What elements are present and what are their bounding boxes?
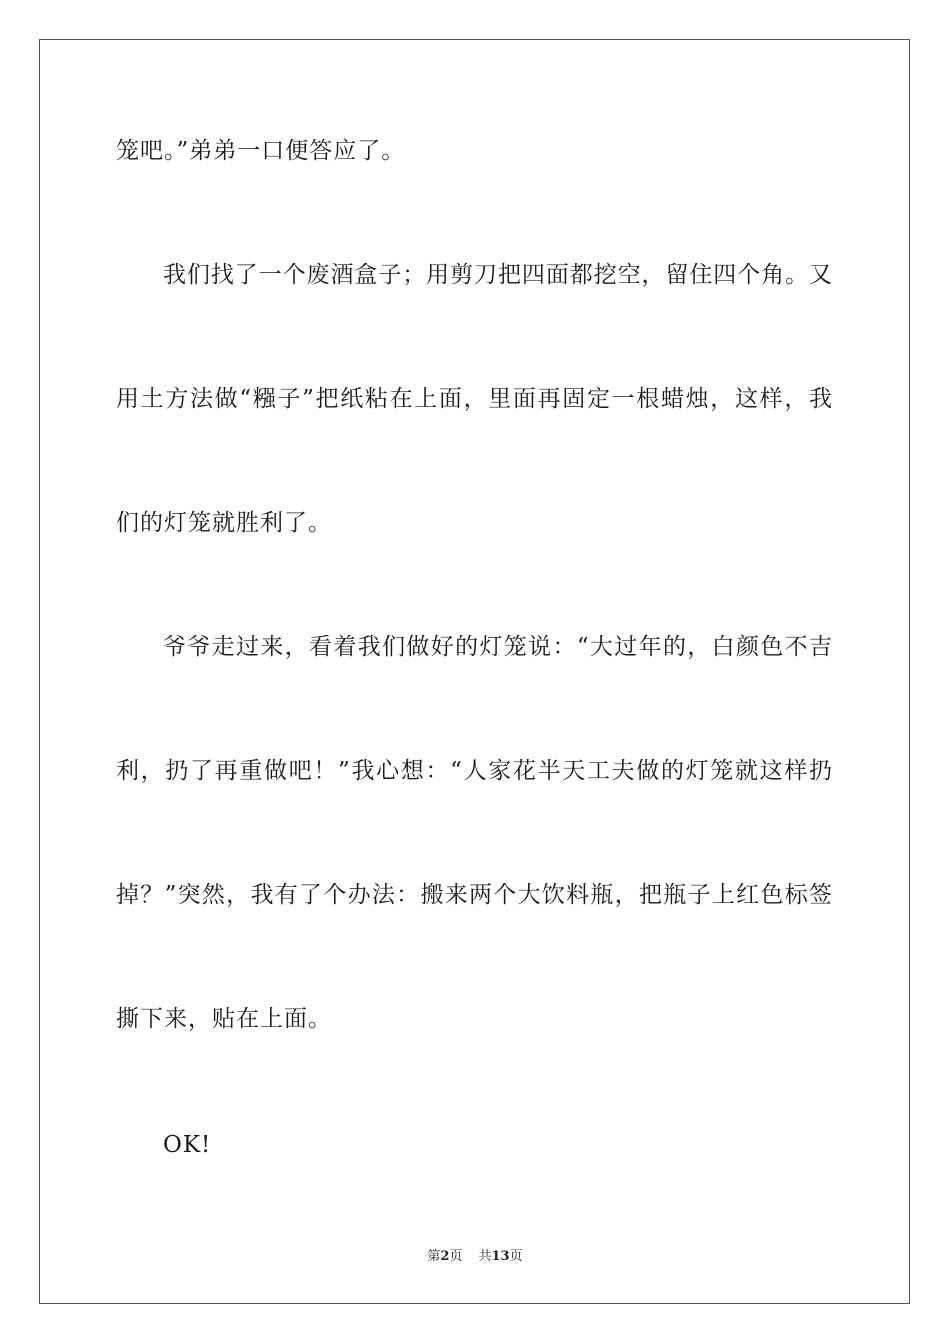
text-line-6: 利，扔了再重做吧！”我心想：“人家花半天工夫做的灯笼就这样扔: [116, 758, 832, 784]
text-line-4: 们的灯笼就胜利了。: [116, 510, 332, 536]
text-line-7: 掉？”突然，我有了个办法：搬来两个大饮料瓶，把瓶子上红色标签: [116, 882, 832, 908]
text-line-1: 笼吧。”弟弟一口便答应了。: [116, 138, 406, 164]
total-pages: 13: [491, 1249, 510, 1264]
page-suffix: 页: [449, 1249, 463, 1264]
page-prefix: 第: [427, 1249, 441, 1264]
text-line-8: 撕下来，贴在上面。: [116, 1006, 332, 1032]
text-line-9: OK!: [163, 1132, 212, 1158]
page-number: 2: [440, 1249, 450, 1264]
text-line-2: 我们找了一个废酒盒子；用剪刀把四面都挖空，留住四个角。又: [163, 262, 832, 288]
text-line-5: 爷爷走过来，看着我们做好的灯笼说：“大过年的，白颜色不吉: [163, 634, 832, 660]
page-border: [39, 39, 910, 1304]
total-suffix: 页: [509, 1249, 523, 1264]
total-prefix: 共: [478, 1249, 492, 1264]
page-footer: [0, 1248, 950, 1266]
text-line-3: 用土方法做“糨子”把纸粘在上面，里面再固定一根蜡烛，这样，我: [116, 386, 832, 412]
